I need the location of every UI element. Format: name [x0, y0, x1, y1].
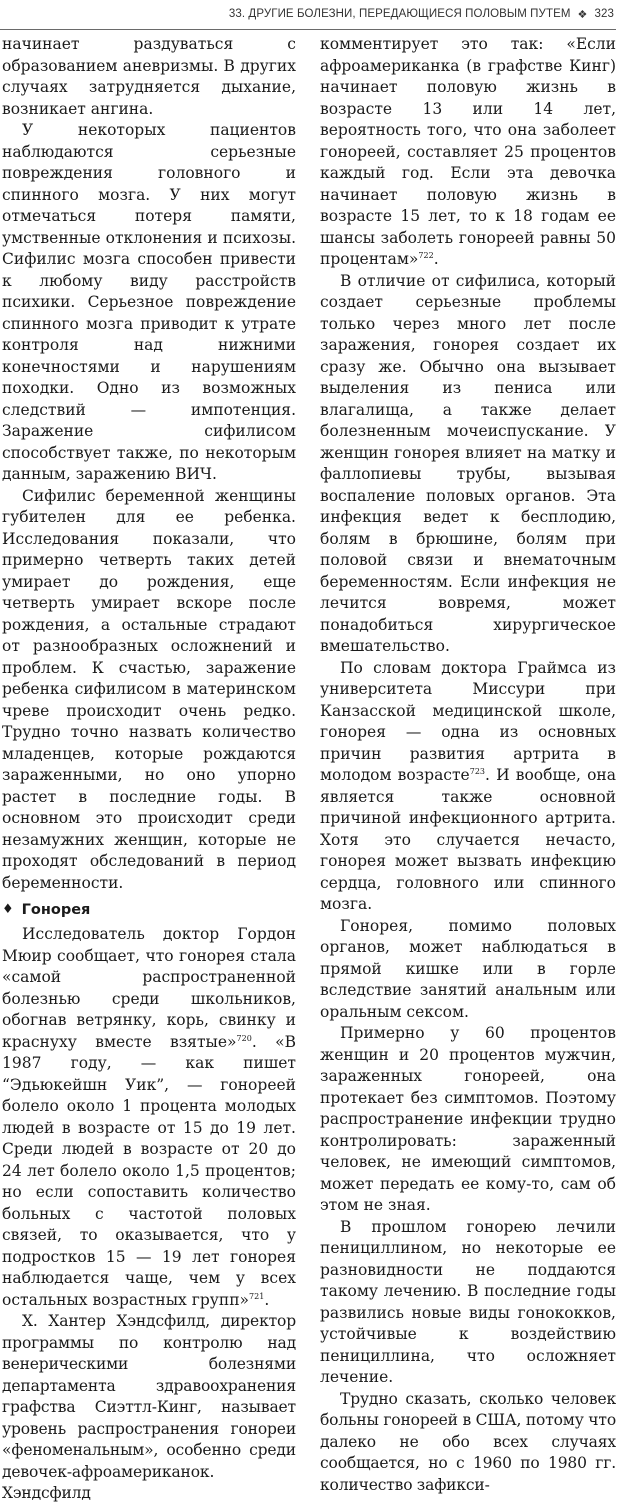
paragraph-text: Исследователь доктор Гордон Мюир сообщает, что гонорея стала «самой распространенной болезнью среди школьников, обогнав ветрянку, корь, свинку и краснуху вместе взятые» [2, 925, 296, 1051]
footnote-ref: 720 [236, 1033, 252, 1043]
paragraph: начинает раздуваться с образованием аневризмы. В других случаях затрудняется дыхание, возникает ангина. [2, 35, 296, 118]
paragraph: Гонорея, помимо половых органов, может наблюдаться в прямой кишке или в горле вследствие занятий анальным или оральным сексом. [320, 916, 616, 1021]
paragraph: В прошлом гонорею лечили пенициллином, но некоторые ее разновидности не поддаются такому лечению. В последние годы развились новые виды гонококков, устойчивые к воздействию пенициллина, что осложняет лечение. [320, 1217, 616, 1386]
right-column [320, 34, 616, 1496]
paragraph-text: . «В 1987 году, — как пишет “Эдьюкейшн Уик”, — гонореей болело около 1 процента молодых людей в возрасте от 15 до 19 лет. Среди людей в возрасте от 20 до 24 лет болело около 1,5 процентов; но если сопоставить количество больных с частотой половых связей, то оказывается, что у подростков 15 — 19 лет гонорея наблюдается чаще, чем у всех остальных возрастных групп» [2, 1032, 296, 1309]
diamond-separator-icon: ❖ [577, 8, 588, 21]
running-head [230, 2, 614, 26]
diamond-bullet-icon: ♦ [2, 902, 14, 917]
paragraph [320, 34, 616, 271]
header-rule [0, 29, 616, 30]
paragraph-text: . И вообще, она является также основной причиной инфекционного артрита. Хотя это случается нечасто, гонорея может вызвать инфекцию сердца, головного или спинного мозга. [320, 766, 616, 913]
page-number: 323 [594, 8, 614, 20]
paragraph: Х. Хантер Хэндсфилд, директор программы по контролю над венерическими болезнями департамента здравоохранения графства Сиэттл-Кинг, называет уровень распространения гонореи «феноменальным», особенно среди девочек-афроамериканок. Хэндсфилд [2, 1312, 296, 1502]
footnote-ref: 722 [418, 251, 434, 260]
paragraph: В отличие от сифилиса, который создает серьезные проблемы только через много лет после заражения, гонорея создает их сразу же. Обычно она вызывает выделения из пениса или влагалища, а также делает болезненным мочеиспускание. У женщин гонорея влияет на матку и фаллопиевы трубы, вызывая воспаление половых органов. Эта инфекция ведет к бесплодию, болям в брюшине, болям при половой связи и внематочным беременностям. Если инфекция не лечится вовремя, может понадобиться хирургическое вмешательство. [320, 271, 616, 655]
paragraph: Примерно у 60 процентов женщин и 20 процентов мужчин, зараженных гонореей, она протекает без симптомов. Поэтому распространение инфекции трудно контролировать: зараженный человек, не имеющий симптомов, может передать ее кому-то, сам об этом не зная. [320, 1024, 616, 1214]
section-heading [2, 900, 296, 920]
paragraph-text: . [433, 250, 439, 268]
left-column [2, 34, 296, 1505]
footnote-ref: 723 [469, 767, 486, 776]
footnote-ref: 721 [249, 1291, 265, 1301]
paragraph [2, 924, 296, 1311]
paragraph: Трудно сказать, сколько человек больны гонореей в США, потому что далеко не обо всех случаях сообщается, но с 1960 по 1980 гг. количество зафикси- [320, 1389, 616, 1494]
paragraph-text: По словам доктора Граймса из университета Миссури при Канзасской медицинской школе, гонорея — одна из основных причин развития артрита в молодом возрасте [320, 658, 616, 784]
chapter-title: 33. ДРУГИЕ БОЛЕЗНИ, ПЕРЕДАЮЩИЕСЯ ПОЛОВЫМ ПУТЕМ [228, 8, 571, 20]
paragraph [320, 658, 616, 916]
section-heading-text: Гонорея [21, 902, 91, 918]
paragraph: Сифилис беременной женщины губителен для ее ребенка. Исследования показали, что примерно четверть таких детей умирает до рождения, еще четверть умирает вскоре после рождения, а остальные страдают от разнообразных осложнений и проблем. К счастью, заражение ребенка сифилисом в материнском чреве происходит очень редко. Трудно точно назвать количество младенцев, которые рождаются зараженными, но оно упорно растет в последние годы. В основном это происходит среди незамужних женщин, которые не проходят обследований в период беременности. [2, 486, 296, 892]
paragraph: У некоторых пациентов наблюдаются серьезные повреждения головного и спинного мозга. У них могут отмечаться потеря памяти, умственные отклонения и психозы. Сифилис мозга способен привести к любому виду расстройств психики. Серьезное повреждение спинного мозга приводит к утрате контроля над нижними конечностями и нарушениям походки. Одно из возможных следствий — импотенция. Заражение сифилисом способствует также, по некоторым данным, заражению ВИЧ. [2, 121, 296, 483]
paragraph-text: комментирует это так: «Если афроамериканка (в графстве Кинг) начинает половую жизнь в возрасте 13 или 14 лет, вероятность того, что она заболеет гонореей, составляет 25 процентов каждый год. Если эта девочка начинает половую жизнь в возрасте 15 лет, то к 18 годам ее шансы заболеть гонореей равны 50 процентам» [320, 35, 616, 268]
paragraph-text: . [264, 1290, 270, 1309]
